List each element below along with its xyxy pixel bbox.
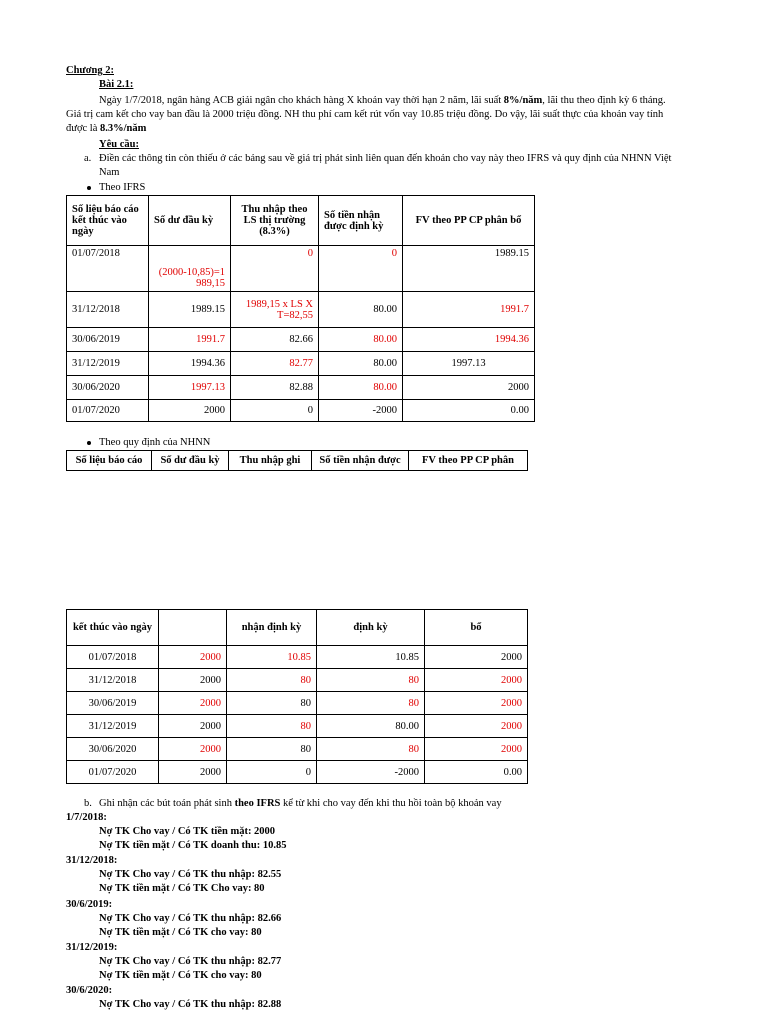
cell-received: 80.00 bbox=[319, 328, 403, 352]
part-b-intro: Ghi nhận các bút toán phát sinh theo IFRS kể từ khi cho vay đến khi thu hồi toàn bộ khoản vay bbox=[99, 798, 502, 809]
cell-income: 82.66 bbox=[231, 328, 319, 352]
exercise-title: Bài 2.1: bbox=[99, 79, 134, 90]
cell-opening: 2000 bbox=[159, 646, 227, 669]
nhnn-header-opening: Số dư đầu kỳ bbox=[152, 451, 229, 471]
entry-line: Nợ TK Cho vay / Có TK thu nhập: 82.55 bbox=[99, 869, 282, 880]
cell-opening: 1989.15 bbox=[149, 292, 231, 328]
entry-date: 30/6/2019: bbox=[66, 899, 113, 910]
cell-fv: 2000 bbox=[425, 692, 528, 715]
cell-received: 80.00 bbox=[319, 376, 403, 400]
entry-line: Nợ TK tiền mặt / Có TK doanh thu: 10.85 bbox=[99, 840, 287, 851]
bullet-icon bbox=[87, 186, 91, 190]
cell-fv: 1997.13 bbox=[403, 352, 535, 376]
ifrs-header-date: Số liệu báo cáo kết thúc vào ngày bbox=[67, 196, 149, 246]
entry-date: 31/12/2019: bbox=[66, 942, 118, 953]
cell-fv: 0.00 bbox=[403, 400, 535, 422]
nhnn-header-fv: FV theo PP CP phân bbox=[409, 451, 528, 471]
req-a-marker: a. bbox=[84, 153, 92, 164]
entry-line: Nợ TK tiền mặt / Có TK cho vay: 80 bbox=[99, 970, 262, 981]
cell-received: 80.00 bbox=[317, 715, 425, 738]
cell-received: 0 bbox=[319, 246, 403, 292]
part-b-marker: b. bbox=[84, 798, 92, 809]
cell-date: 30/06/2019 bbox=[67, 328, 149, 352]
entry-line: Nợ TK tiền mặt / Có TK cho vay: 80 bbox=[99, 927, 262, 938]
requirements-title: Yêu cầu: bbox=[99, 139, 139, 150]
ifrs-table bbox=[66, 195, 535, 422]
cell-income: 10.85 bbox=[227, 646, 317, 669]
cell-opening: 2000 bbox=[159, 761, 227, 784]
nhnn-header-row-cont bbox=[67, 610, 528, 646]
bullet-nhnn-label: Theo quy định của NHNN bbox=[99, 437, 211, 448]
cell-opening: 1991.7 bbox=[149, 328, 231, 352]
table-row bbox=[67, 761, 528, 784]
cell-fv: 2000 bbox=[425, 669, 528, 692]
req-a-line-1: Điền các thông tin còn thiếu ở các bảng sau về giá trị phát sinh liên quan đến khoản cho vay này theo IFRS và quy định của NHNN Việt bbox=[99, 153, 672, 164]
entry-line: Nợ TK Cho vay / Có TK thu nhập: 82.88 bbox=[99, 999, 282, 1010]
cell-fv: 2000 bbox=[425, 738, 528, 761]
entry-line: Nợ TK Cho vay / Có TK thu nhập: 82.66 bbox=[99, 913, 282, 924]
cell-date: 31/12/2018 bbox=[67, 292, 149, 328]
nhnn-header-opening-cont bbox=[159, 610, 227, 646]
nhnn-header-fv-cont: bổ bbox=[425, 610, 528, 646]
nhnn-header-income: Thu nhập ghi bbox=[229, 451, 312, 471]
cell-fv: 2000 bbox=[403, 376, 535, 400]
table-row bbox=[67, 669, 528, 692]
cell-date: 01/07/2020 bbox=[67, 761, 159, 784]
table-row bbox=[67, 646, 528, 669]
cell-date: 30/06/2019 bbox=[67, 692, 159, 715]
cell-date: 31/12/2019 bbox=[67, 715, 159, 738]
cell-income: 0 bbox=[231, 246, 319, 292]
cell-opening: (2000-10,85)=1 989,15 bbox=[149, 246, 231, 292]
cell-income: 82.77 bbox=[231, 352, 319, 376]
table-row bbox=[67, 692, 528, 715]
cell-fv: 0.00 bbox=[425, 761, 528, 784]
cell-date: 01/07/2018 bbox=[67, 646, 159, 669]
chapter-title: Chương 2: bbox=[66, 65, 114, 76]
cell-fv: 1989.15 bbox=[403, 246, 535, 292]
cell-received: -2000 bbox=[319, 400, 403, 422]
table-row bbox=[67, 400, 535, 422]
cell-opening: 2000 bbox=[149, 400, 231, 422]
ifrs-header-received: Số tiền nhận được định kỳ bbox=[319, 196, 403, 246]
problem-paragraph-1: Ngày 1/7/2018, ngân hàng ACB giải ngân cho khách hàng X khoản vay thời hạn 2 năm, lãi suất 8%/năm, lãi thu theo định kỳ 6 tháng. bbox=[99, 95, 666, 106]
cell-received: -2000 bbox=[317, 761, 425, 784]
cell-income: 80 bbox=[227, 738, 317, 761]
cell-income: 0 bbox=[227, 761, 317, 784]
cell-income: 80 bbox=[227, 669, 317, 692]
entry-line: Nợ TK Cho vay / Có TK thu nhập: 82.77 bbox=[99, 956, 282, 967]
table-row bbox=[67, 352, 535, 376]
entry-date: 30/6/2020: bbox=[66, 985, 113, 996]
ifrs-header-income: Thu nhập theo LS thị trường (8.3%) bbox=[231, 196, 319, 246]
problem-paragraph-2: Giá trị cam kết cho vay ban đầu là 2000 triệu đồng. NH thu phí cam kết rút vốn vay 10.85 triệu đồng. Do vậy, lãi suất thực của khoản vay tính bbox=[66, 109, 664, 120]
ifrs-header-fv: FV theo PP CP phân bổ bbox=[403, 196, 535, 246]
cell-received: 80.00 bbox=[319, 292, 403, 328]
cell-date: 31/12/2019 bbox=[67, 352, 149, 376]
cell-received: 80 bbox=[317, 738, 425, 761]
cell-opening: 2000 bbox=[159, 669, 227, 692]
cell-income: 80 bbox=[227, 715, 317, 738]
ifrs-header-row bbox=[67, 196, 535, 246]
nhnn-header-date: Số liệu báo cáo bbox=[67, 451, 152, 471]
cell-received: 80 bbox=[317, 669, 425, 692]
cell-opening: 2000 bbox=[159, 738, 227, 761]
cell-fv: 2000 bbox=[425, 715, 528, 738]
table-row bbox=[67, 246, 535, 292]
cell-received: 80.00 bbox=[319, 352, 403, 376]
cell-fv: 1994.36 bbox=[403, 328, 535, 352]
table-row bbox=[67, 328, 535, 352]
cell-opening: 2000 bbox=[159, 715, 227, 738]
nhnn-table bbox=[66, 609, 528, 784]
cell-opening: 1994.36 bbox=[149, 352, 231, 376]
cell-fv: 1991.7 bbox=[403, 292, 535, 328]
nhnn-header-received-cont: định kỳ bbox=[317, 610, 425, 646]
table-row bbox=[67, 738, 528, 761]
nhnn-header-date-cont: kết thúc vào ngày bbox=[67, 610, 159, 646]
problem-paragraph-3: được là 8.3%/năm bbox=[66, 123, 147, 134]
cell-fv: 2000 bbox=[425, 646, 528, 669]
cell-date: 30/06/2020 bbox=[67, 376, 149, 400]
cell-opening: 1997.13 bbox=[149, 376, 231, 400]
entry-line: Nợ TK tiền mặt / Có TK Cho vay: 80 bbox=[99, 883, 265, 894]
cell-date: 31/12/2018 bbox=[67, 669, 159, 692]
table-row bbox=[67, 715, 528, 738]
cell-income: 82.88 bbox=[231, 376, 319, 400]
bullet-icon bbox=[87, 441, 91, 445]
cell-income: 0 bbox=[231, 400, 319, 422]
cell-date: 01/07/2018 bbox=[67, 246, 149, 292]
nhnn-header-received: Số tiền nhận được bbox=[312, 451, 409, 471]
nhnn-header-row bbox=[67, 451, 528, 471]
nhnn-header-income-cont: nhận định kỳ bbox=[227, 610, 317, 646]
entry-line: Nợ TK Cho vay / Có TK tiền mặt: 2000 bbox=[99, 826, 276, 837]
ifrs-header-opening: Số dư đầu kỳ bbox=[149, 196, 231, 246]
cell-income: 80 bbox=[227, 692, 317, 715]
cell-date: 01/07/2020 bbox=[67, 400, 149, 422]
bullet-ifrs-label: Theo IFRS bbox=[99, 182, 146, 193]
table-row bbox=[67, 292, 535, 328]
req-a-line-2: Nam bbox=[99, 167, 120, 178]
cell-received: 10.85 bbox=[317, 646, 425, 669]
table-row bbox=[67, 376, 535, 400]
cell-income: 1989,15 x LS X T=82,55 bbox=[231, 292, 319, 328]
cell-opening: 2000 bbox=[159, 692, 227, 715]
entry-date: 31/12/2018: bbox=[66, 855, 118, 866]
entry-date: 1/7/2018: bbox=[66, 812, 107, 823]
nhnn-header-table bbox=[66, 450, 528, 471]
cell-date: 30/06/2020 bbox=[67, 738, 159, 761]
cell-received: 80 bbox=[317, 692, 425, 715]
